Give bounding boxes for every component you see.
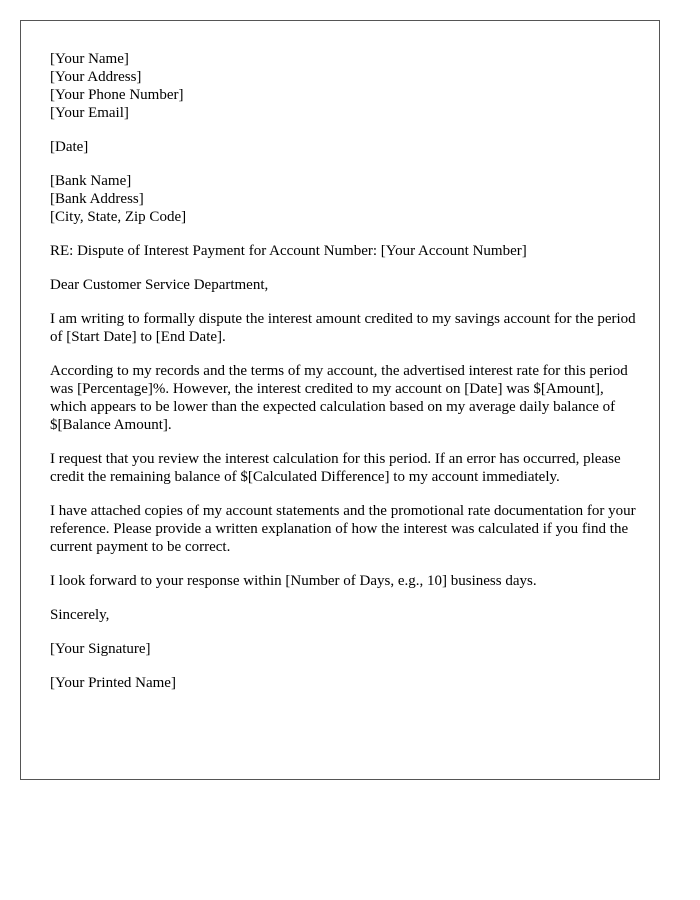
subject-line: RE: Dispute of Interest Payment for Account Number: [Your Account Number] — [50, 243, 527, 259]
date-block — [50, 138, 640, 156]
letter-date: [Date] — [50, 139, 89, 155]
sender-name: [Your Name] — [50, 51, 129, 67]
salutation: Dear Customer Service Department, — [50, 277, 269, 293]
recipient-city-state-zip: [City, State, Zip Code] — [50, 209, 187, 225]
recipient-block — [50, 172, 640, 226]
body-paragraph-3: I request that you review the interest calculation for this period. If an error has occurred, please credit the remaining balance of $[Calculated Difference] to my account immediately. — [50, 451, 621, 485]
body-paragraph-5: I look forward to your response within [Number of Days, e.g., 10] business days. — [50, 573, 537, 589]
closing: Sincerely, — [50, 607, 110, 623]
sender-address: [Your Address] — [50, 69, 142, 85]
sender-phone: [Your Phone Number] — [50, 87, 184, 103]
sender-email: [Your Email] — [50, 105, 129, 121]
signature: [Your Signature] — [50, 641, 151, 657]
body-paragraph-4: I have attached copies of my account statements and the promotional rate documentation for your reference. Please provide a written explanation of how the interest was calculated if you find the current payment to be correct. — [50, 503, 636, 555]
recipient-bank-name: [Bank Name] — [50, 173, 132, 189]
body-paragraph-2: According to my records and the terms of my account, the advertised interest rate for this period was [Percentage]%. However, the interest credited to my account on [Date] was $[Amount], which appears to be lower than the expected calculation based on my average daily balance of $[Balance Amount]. — [50, 363, 628, 433]
letter-content — [50, 50, 640, 708]
letter-page — [20, 20, 660, 780]
printed-name: [Your Printed Name] — [50, 675, 176, 691]
sender-block — [50, 50, 640, 122]
recipient-bank-address: [Bank Address] — [50, 191, 144, 207]
body-paragraph-1: I am writing to formally dispute the interest amount credited to my savings account for the period of [Start Date] to [End Date]. — [50, 311, 636, 345]
